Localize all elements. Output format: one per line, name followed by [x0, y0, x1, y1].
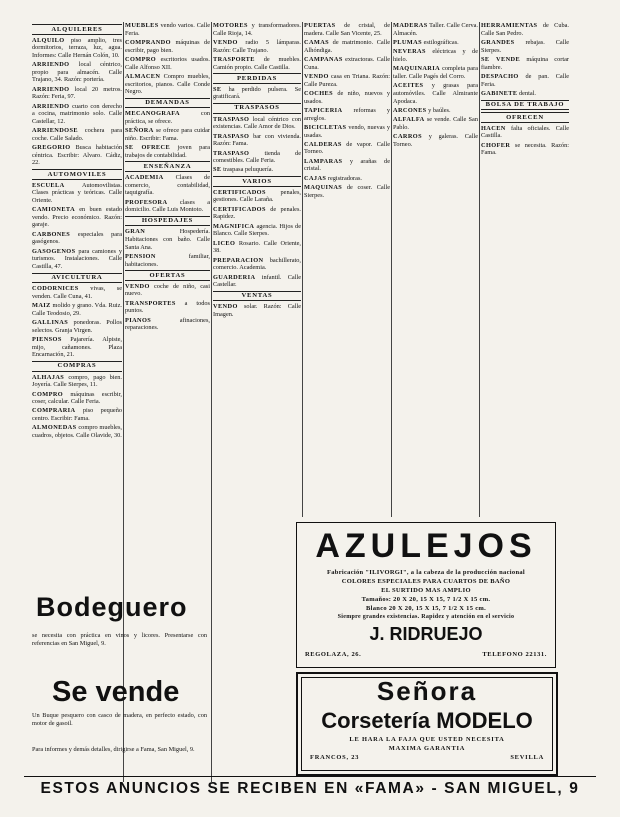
- section-header: OFERTAS: [125, 270, 210, 281]
- classified-ad: [32, 319, 122, 334]
- classified-ad-keyword: ALMONEDAS: [32, 424, 77, 432]
- classified-ad-text: escritorios usados. Calle Alfonso XII.: [125, 55, 210, 71]
- classified-ad-keyword: CAJAS: [304, 174, 327, 182]
- classified-ad-text: de Cuba. Calle San Pedro.: [481, 22, 569, 37]
- classified-ad-text: molido y grano. Vda. Ruiz. Calle Teodosio, 29.: [32, 302, 122, 317]
- classified-ad: [32, 248, 122, 271]
- classified-ad: [125, 317, 210, 332]
- classified-ad-text: eléctricas y de hielo.: [393, 48, 478, 63]
- section-header: COMPRAS: [32, 361, 122, 372]
- classified-ad: [32, 231, 122, 246]
- classified-ad-keyword: HACEN: [481, 124, 506, 132]
- classified-ad: [213, 189, 301, 204]
- classified-ad: [213, 206, 301, 221]
- classified-ad-keyword: MADERAS: [393, 22, 428, 29]
- classified-ad-keyword: ESCUELA: [32, 181, 65, 189]
- classified-ad: [393, 82, 478, 105]
- classified-ad: [213, 257, 301, 272]
- classifieds-column-6: [481, 22, 569, 517]
- classified-ad-text: a todos puntos.: [125, 299, 210, 315]
- classified-ad-text: Clases de comercio, contabilidad, taquigrafía.: [125, 174, 210, 197]
- classified-ad: [393, 22, 478, 37]
- se-vende-ad-contact: Para informes y demás detalles, dirigirse a Fama, San Miguel, 9.: [32, 746, 195, 753]
- classified-ad: [304, 158, 390, 173]
- section-header: VARIOS: [213, 176, 301, 187]
- classified-ad-keyword: GABINETE: [481, 89, 518, 97]
- section-header: VENTAS: [213, 291, 301, 302]
- classified-ad-keyword: ALMACEN: [125, 72, 161, 80]
- classified-ad-keyword: MOTORES: [213, 22, 248, 29]
- classified-ad-keyword: CODORNICES: [32, 285, 79, 293]
- classified-ad-text: rebajas. Calle Sierpes.: [481, 38, 569, 54]
- classified-ad-text: registradoras.: [327, 174, 362, 182]
- classified-ad-text: extractoras. Calle Cuna.: [304, 55, 390, 71]
- classified-ad-keyword: TRASPASO: [213, 149, 250, 157]
- column-divider: [211, 22, 212, 782]
- classified-ad: [125, 73, 210, 96]
- classified-ad: [213, 274, 301, 289]
- classified-ad: [125, 56, 210, 71]
- classified-ad-keyword: VENDO: [213, 38, 238, 46]
- senora-address: FRANCOS, 23: [310, 754, 360, 761]
- classified-ad-keyword: HERRAMIENTAS: [481, 22, 538, 29]
- classified-ad-text: vivas, se venden. Calle Cuna, 41.: [32, 285, 122, 300]
- classified-ad-text: casa en Triana. Razón: Calle Pureza.: [304, 72, 390, 88]
- classified-ad-text: vendo varios. Calle Feria.: [125, 22, 210, 37]
- classified-ad: [32, 86, 122, 101]
- classified-ad-text: para camiones y turismos. Instalaciones. Calle Castilla, 47.: [32, 247, 122, 270]
- azulejos-brand: J. RIDRUEJO: [369, 624, 483, 644]
- classified-ad-text: traspasa peluquería.: [223, 166, 274, 174]
- classified-ad: [125, 110, 210, 125]
- classified-ad: [304, 107, 390, 122]
- classified-ad-keyword: ARRIENDOSE: [32, 127, 78, 135]
- classified-ad-text: coche de niño, casi nuevo.: [125, 282, 210, 298]
- classified-ad: [213, 133, 301, 148]
- classified-ad: [32, 206, 122, 229]
- classified-ad: [32, 61, 122, 84]
- classified-ad: [32, 285, 122, 300]
- classified-ad-keyword: MAIZ: [32, 302, 51, 310]
- classified-ad: [304, 90, 390, 105]
- classified-ad: [304, 73, 390, 88]
- senora-title: Señora: [376, 676, 478, 706]
- classified-ad-text: de coser. Calle Sierpes.: [304, 184, 390, 199]
- classified-ad: [32, 374, 122, 389]
- classified-ad-text: máquina cortar fiambre.: [481, 55, 569, 71]
- classified-ad-keyword: DESPACHO: [481, 72, 519, 80]
- classified-ad-keyword: CHOFER: [481, 141, 511, 149]
- classified-ad: [213, 240, 301, 255]
- classified-ad-text: tienda de comestibles. Calle Feria.: [213, 149, 301, 165]
- classified-ad: [213, 150, 301, 165]
- classified-ad: [125, 39, 210, 54]
- classified-ad-keyword: GASOGENOS: [32, 247, 76, 255]
- classified-ad-text: máquinas escribir, coser, calcular. Calle Feria.: [32, 390, 122, 406]
- azulejos-line-4: Tamaños: 20 X 20, 15 X 15, 7 1/2 X 15 cm.: [361, 596, 491, 603]
- classified-ad: [213, 86, 301, 101]
- classifieds-column-4: [304, 22, 390, 517]
- classified-ad: [125, 300, 210, 315]
- classified-ad-keyword: ARCONES: [393, 106, 427, 114]
- classified-ad-keyword: CERTIFICADOS: [213, 188, 266, 196]
- classified-ad-text: y grasas para automóviles. Calle Almirante Apodaca.: [393, 82, 478, 105]
- classified-ad-keyword: ALFALFA: [393, 116, 425, 124]
- classified-ad-text: bachillerato, comercio. Academia.: [213, 256, 301, 272]
- classified-ad: [481, 90, 569, 98]
- bodeguero-ad-body: se necesita con práctica en vinos y licores. Presentarse con referencias en San Miguel, 9.: [32, 632, 207, 647]
- section-header: DEMANDAS: [125, 98, 210, 109]
- classified-ad-keyword: ACADEMIA: [125, 174, 164, 182]
- classified-ad-text: y baúles.: [428, 106, 451, 114]
- classified-ad: [32, 103, 122, 126]
- classified-ad: [32, 302, 122, 317]
- classified-ad-text: Rosario. Calle Oriente, 38.: [213, 239, 301, 255]
- classified-ad-text: Automovilistas. Clases prácticas y teóricas. Calle Oriente.: [32, 181, 122, 204]
- classified-ad-keyword: PREPARACION: [213, 256, 264, 264]
- section-header: HOSPEDAJES: [125, 216, 210, 227]
- classified-ad-keyword: GALLINAS: [32, 319, 69, 327]
- classified-ad-keyword: GREGORIO: [32, 144, 71, 152]
- classified-ad: [393, 65, 478, 80]
- azulejos-title: AZULEJOS: [315, 527, 537, 565]
- classified-ad-keyword: CAMPANAS: [304, 55, 343, 63]
- classified-ad-keyword: TRASPASO: [213, 115, 250, 123]
- classified-ad: [125, 199, 210, 214]
- column-divider: [391, 22, 392, 517]
- classified-ad-keyword: PENSION: [125, 253, 156, 261]
- classified-ad: [304, 56, 390, 71]
- classified-ad-keyword: CAMAS: [304, 38, 330, 46]
- senora-line-2: MAXIMA GARANTIA: [388, 745, 466, 752]
- azulejos-phone: TELEFONO 22131.: [482, 651, 547, 658]
- classified-ad-text: dental.: [519, 89, 536, 97]
- classified-ad-keyword: MAQUINARIA: [393, 65, 441, 73]
- classified-ad-text: compro muebles, cuadros, objetos. Calle Olavide, 30.: [32, 424, 122, 440]
- classified-ad-text: agencia. Hijos de Blanco. Calle Sierpes.: [213, 222, 301, 238]
- classified-ad-keyword: LICEO: [213, 239, 236, 247]
- classified-ad-keyword: ARRIENDO: [32, 85, 70, 93]
- classified-ad-text: de cristal, de madera. Calle San Vicente, 25.: [304, 22, 390, 37]
- classified-ad-text: piso pequeño centro. Escribir: Fama.: [32, 407, 122, 423]
- classified-ad: [481, 125, 569, 140]
- classified-ad-keyword: MECANOGRAFA: [125, 110, 181, 118]
- classified-ad-keyword: SEÑORA: [125, 127, 154, 135]
- classified-ad-keyword: COMPRO: [32, 390, 64, 398]
- classified-ad: [213, 303, 301, 318]
- column-divider: [123, 22, 124, 782]
- classified-ad: [393, 107, 478, 115]
- azulejos-address: REGOLAZA, 26.: [305, 651, 362, 658]
- classifieds-column-3: [213, 22, 301, 767]
- classified-ad-text: penales, gestiones. Calle Laraña.: [213, 188, 301, 204]
- classified-ad-text: radio 5 lámparas. Razón: Calle Trajano.: [213, 38, 301, 54]
- classified-ad-keyword: TRASPORTE: [213, 55, 255, 63]
- classified-ad-text: de penales. Rapidez.: [213, 205, 301, 221]
- classified-ad-text: completa para taller. Calle Pagés del Corro.: [393, 65, 478, 80]
- classified-ad-text: reformas y arreglos.: [304, 106, 390, 122]
- classified-ad-text: bar con vivienda. Razón: Fama.: [213, 132, 301, 148]
- classified-ad: [213, 116, 301, 131]
- section-header: TRASPASOS: [213, 103, 301, 114]
- se-vende-ad-title: Se vende: [52, 676, 180, 708]
- azulejos-line-5: Blanco 20 X 20, 15 X 15, 7 1/2 X 15 cm.: [365, 605, 487, 612]
- classified-ad-keyword: BICICLETAS: [304, 123, 347, 131]
- azulejos-line-3: EL SURTIDO MAS AMPLIO: [381, 587, 471, 594]
- classified-ad: [125, 253, 210, 268]
- bodeguero-ad-title: Bodeguero: [36, 592, 188, 622]
- classified-ad-text: compro, pago bien. Joyería. Calle Sierpes, 11.: [32, 373, 122, 389]
- section-header: AVICULTURA: [32, 273, 122, 284]
- classified-ad-text: ha perdido pulsera. Se gratificará.: [213, 85, 301, 101]
- classified-ad-text: se necesita. Razón: Fama.: [481, 141, 569, 157]
- classified-ad: [125, 144, 210, 159]
- classified-ad-text: se ofrece para cuidar niño. Escribir: Fama.: [125, 127, 210, 142]
- section-header: AUTOMOVILES: [32, 169, 122, 180]
- classified-ad-text: con práctica, se ofrece.: [125, 110, 210, 125]
- classified-ad-text: de matrimonio. Calle Alhóndiga.: [304, 38, 390, 54]
- classified-ad-text: Compro muebles, escritorios, pianos. Calle Conde Negro.: [125, 72, 210, 96]
- classified-ad-keyword: MAGNIFICA: [213, 222, 255, 230]
- classified-ad-keyword: SE VENDE: [481, 55, 521, 63]
- section-header: PERDIDAS: [213, 73, 301, 84]
- classified-ad-text: falta oficiales. Calle Castilla.: [481, 124, 569, 140]
- classified-ad: [32, 144, 122, 167]
- classified-ad: [125, 22, 210, 37]
- classified-ad-text: cuarto con derecho a cocina, matrimonio solo. Calle Castellar, 12.: [32, 102, 122, 125]
- classified-ad: [32, 336, 122, 359]
- classified-ad: [481, 73, 569, 88]
- classified-ad-text: máquinas de escribir, pago bien.: [125, 38, 210, 54]
- classified-ad: [393, 133, 478, 148]
- classified-ad-keyword: MAQUINAS: [304, 184, 343, 192]
- classified-ad-keyword: MUEBLES: [125, 22, 159, 29]
- classified-ad-text: de muebles. Camión propio. Calle Castilla.: [213, 55, 301, 71]
- classified-ad-keyword: CERTIFICADOS: [213, 205, 266, 213]
- classified-ad: [393, 48, 478, 63]
- section-header: BOLSA DE TRABAJO: [481, 100, 569, 111]
- classified-ad: [393, 39, 478, 47]
- classified-ad-text: local céntrico con existencias. Calle Amor de Dios.: [213, 115, 301, 131]
- classified-ad-keyword: TRANSPORTES: [125, 299, 176, 307]
- senora-corseteria-ad: [296, 672, 558, 776]
- classified-ad-keyword: COMPRARIA: [32, 407, 76, 415]
- classified-ad-keyword: SE OFRECE: [125, 144, 171, 152]
- classified-ad: [213, 39, 301, 54]
- classified-ad-text: de vapor. Calle Torneo.: [304, 140, 390, 156]
- classified-ad-text: vendo, nuevas y usadas.: [304, 123, 390, 139]
- classified-ad-text: y arañas de cristal.: [304, 157, 390, 173]
- classified-ad-text: infantil. Calle Castellar.: [213, 273, 301, 289]
- se-vende-ad-body: Un Buque pesquero con casco de madera, en perfecto estado, con motor de gasoil.: [32, 712, 207, 727]
- classified-ad: [125, 228, 210, 251]
- classified-ad-keyword: LAMPARAS: [304, 157, 343, 165]
- classified-ad: [32, 37, 122, 60]
- footer-rule: [24, 776, 596, 777]
- classified-ad: [125, 127, 210, 142]
- classified-ad-text: afinaciones, reparaciones.: [125, 316, 210, 332]
- section-header: ALQUILERES: [32, 24, 122, 35]
- azulejos-ad: [296, 522, 556, 668]
- classified-ad-keyword: ALQUILO: [32, 36, 65, 44]
- classified-ad: [213, 166, 301, 174]
- classified-ad: [304, 39, 390, 54]
- classified-ad-keyword: GRANDES: [481, 38, 515, 46]
- classified-ad-text: y galeras. Calle Torneo.: [393, 133, 478, 148]
- classified-ad-text: local céntrico, propio para almacén. Calle Trajano, 34. Razón: portería.: [32, 61, 122, 84]
- classified-ad: [304, 175, 390, 183]
- classified-ad: [213, 56, 301, 71]
- classified-ad: [125, 174, 210, 197]
- classified-ad-keyword: SE: [213, 85, 222, 93]
- classified-ad-text: Busca habitación céntrica. Escribir: Alvaro. Cádiz, 22.: [32, 144, 122, 167]
- classified-ad: [32, 424, 122, 439]
- classified-ad-keyword: PROFESORA: [125, 198, 168, 206]
- classified-ad-text: especiales para gasógenos.: [32, 230, 122, 246]
- classifieds-column-5: [393, 22, 478, 517]
- section-header: ENSEÑANZA: [125, 161, 210, 172]
- classified-ad-text: de pan. Calle Feria.: [481, 72, 569, 88]
- classified-ad-text: Taller. Calle Cerva. Almacén.: [393, 22, 478, 37]
- classified-ad: [32, 391, 122, 406]
- classified-ad-keyword: TAPICERIA: [304, 106, 343, 114]
- senora-brand: Corsetería MODELO: [321, 708, 533, 733]
- classified-ad: [304, 141, 390, 156]
- classified-ad-keyword: NEVERAS: [393, 48, 426, 56]
- classified-ad-text: Hospedería. Habitaciones con baño. Calle Santa Ana.: [125, 228, 210, 251]
- classified-ad-keyword: COCHES: [304, 89, 333, 97]
- classified-ad-keyword: COMPRANDO: [125, 38, 171, 46]
- column-divider: [302, 22, 303, 517]
- classified-ad-text: estilográficas.: [423, 38, 459, 46]
- classifieds-column-2: [125, 22, 210, 582]
- classified-ad-keyword: SE: [213, 166, 222, 174]
- classified-ad-text: en buen estado vendo. Precio económico. Razón: garaje.: [32, 206, 122, 229]
- classified-ad: [213, 22, 301, 37]
- classified-ad-text: local 20 metros. Razón: Feria, 97.: [32, 85, 122, 101]
- column-divider: [479, 22, 480, 517]
- classified-ad-keyword: VENDO: [304, 72, 329, 80]
- section-header: OFRECEN: [481, 112, 569, 123]
- classified-ad: [32, 127, 122, 142]
- classified-ad: [213, 223, 301, 238]
- classified-ad-keyword: VENDO: [213, 303, 238, 311]
- classified-ad-text: cochera para coche. Calle Salado.: [32, 127, 122, 142]
- classified-ad: [304, 124, 390, 139]
- footer-notice: ESTOS ANUNCIOS SE RECIBEN EN «FAMA» - SAN MIGUEL, 9: [40, 780, 580, 797]
- classified-ad-text: familiar, habitaciones.: [125, 253, 210, 268]
- classified-ad-text: de niño, nuevos y usados.: [304, 89, 390, 105]
- azulejos-line-1: Fabricación "ILIVORGI", a la cabeza de la producción nacional: [326, 569, 526, 576]
- classified-ad-text: clases a domicilio. Calle Luis Montoto.: [125, 198, 210, 214]
- classified-ad: [481, 142, 569, 157]
- classified-ad-keyword: TRASPASO: [213, 132, 250, 140]
- classified-ad-keyword: PIENSOS: [32, 336, 62, 344]
- classified-ad: [304, 184, 390, 199]
- classified-ad: [32, 407, 122, 422]
- classifieds-column-1: [32, 22, 122, 452]
- classified-ad-text: ponedoras. Pollos selectos. Granja Virgen.: [32, 319, 122, 334]
- classified-ad-text: solar. Razón: Calle Imagen.: [213, 303, 301, 318]
- classified-ad: [125, 283, 210, 298]
- classified-ad: [304, 22, 390, 37]
- classified-ad-keyword: PLUMAS: [393, 38, 422, 46]
- classified-ad: [393, 116, 478, 131]
- classified-ad-text: se vende. Calle San Pablo.: [393, 116, 478, 131]
- classified-ad-text: joven para trabajos de contabilidad.: [125, 144, 210, 159]
- classified-ad-keyword: PUERTAS: [304, 22, 336, 29]
- classified-ad-keyword: ALHAJAS: [32, 373, 65, 381]
- classified-ad: [481, 56, 569, 71]
- classified-ad: [481, 39, 569, 54]
- classified-ad-keyword: ACEITES: [393, 82, 424, 90]
- classified-ad-text: Pajarería. Alpiste, mijo, cañamones. Plaza Encarnación, 21.: [32, 336, 122, 359]
- classified-ad-text: y transformadores. Calle Rioja, 14.: [213, 22, 301, 37]
- senora-line-1: LE HARA LA FAJA QUE USTED NECESITA: [349, 736, 505, 743]
- classified-ad-keyword: ARRIENDO: [32, 102, 70, 110]
- classified-ad-keyword: ARRIENDO: [32, 61, 70, 69]
- classified-ad-text: piso amplio, tres dormitorios, terraza, luz, agua. Informes: Calle Hernán Colón, 10.: [32, 36, 122, 59]
- classified-ad: [481, 22, 569, 37]
- azulejos-line-6: Siempre grandes existencias. Rapidez y atención en el servicio: [337, 614, 515, 620]
- classified-ad-keyword: GUARDERIA: [213, 273, 256, 281]
- classified-ad-keyword: COMPRO: [125, 55, 157, 63]
- senora-city: SEVILLA: [510, 754, 544, 761]
- classified-ad-keyword: VENDO: [125, 282, 150, 290]
- classified-ad-keyword: GRAN: [125, 228, 146, 236]
- classified-ad-keyword: CARBONES: [32, 230, 71, 238]
- classified-ad-keyword: CARROS: [393, 133, 422, 141]
- classified-ad-keyword: CAMIONETA: [32, 206, 76, 214]
- classified-ad-keyword: PIANOS: [125, 316, 152, 324]
- classified-ad-keyword: CALDERAS: [304, 140, 342, 148]
- azulejos-line-2: COLORES ESPECIALES PARA CUARTOS DE BAÑO: [341, 578, 511, 585]
- classified-ad: [32, 182, 122, 205]
